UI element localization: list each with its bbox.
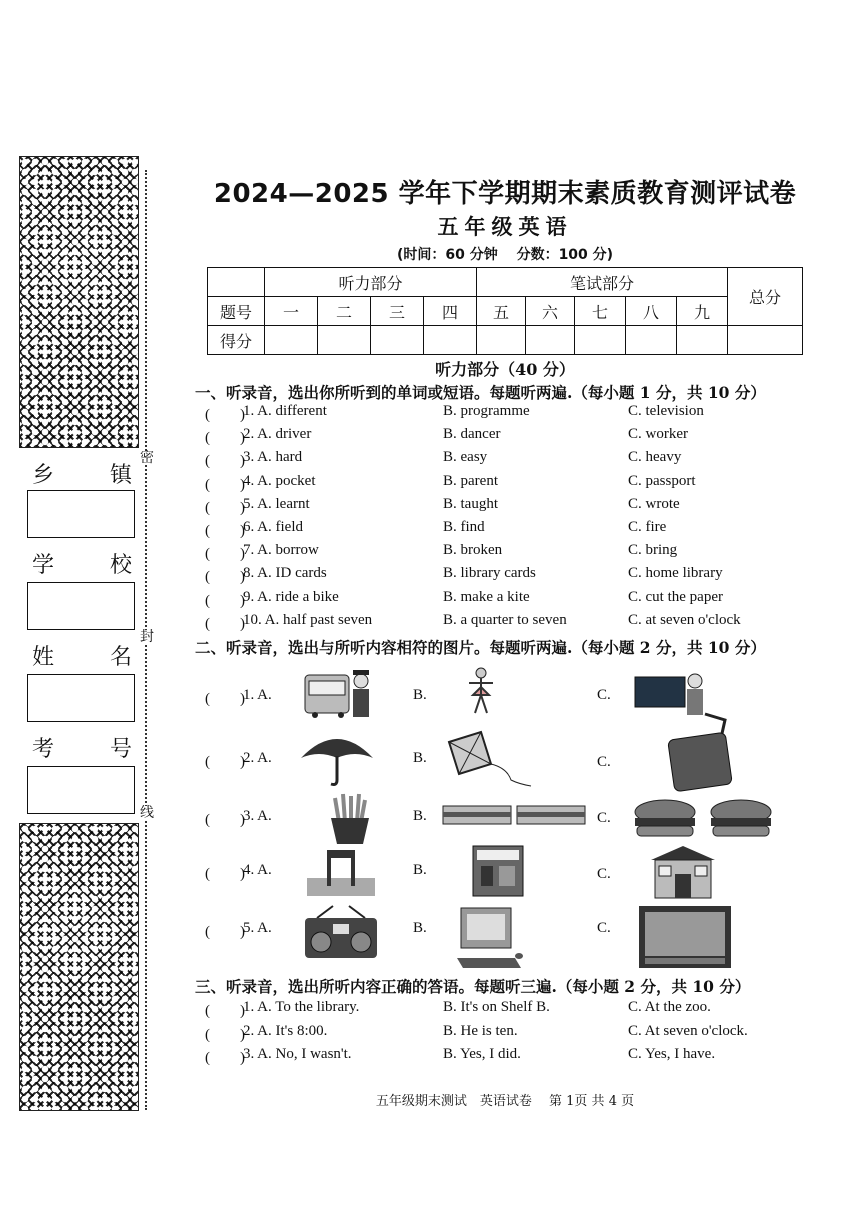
option-c: C. worker xyxy=(628,426,688,443)
answer-paren[interactable]: ( ) xyxy=(205,453,245,470)
decorative-pattern-top xyxy=(19,156,139,448)
row-label-number: 题号 xyxy=(208,297,265,326)
score-cell[interactable] xyxy=(424,326,477,355)
writing-header: 笔试部分 xyxy=(477,268,728,297)
answer-paren[interactable]: ( ) xyxy=(205,592,245,609)
option-b: B. a quarter to seven xyxy=(443,611,567,628)
option-b-label: B. xyxy=(413,920,427,936)
section-3-title: 三、听录音，选出所听内容正确的答语。每题听三遍.（每小题 2 分，共 10 分） xyxy=(195,977,751,996)
answer-paren[interactable]: ( ) xyxy=(205,691,245,707)
option-c-label: C. xyxy=(597,754,611,770)
option-b-label: B. xyxy=(413,808,427,824)
option-c-label: C. xyxy=(597,920,611,936)
option-b: B. dancer xyxy=(443,426,501,443)
zoo-gate-icon[interactable] xyxy=(305,848,377,898)
option-c-label: C. xyxy=(597,687,611,703)
option-c: C. wrote xyxy=(628,495,680,512)
option-a: 10. A. half past seven xyxy=(243,611,373,628)
school-field[interactable] xyxy=(27,582,135,630)
answer-paren[interactable]: ( ) xyxy=(205,1026,245,1043)
option-c-label: C. xyxy=(597,866,611,882)
name-field[interactable] xyxy=(27,674,135,722)
question-label: 2. A. xyxy=(243,750,272,766)
row-label-score: 得分 xyxy=(208,326,265,355)
option-a: 9. A. ride a bike xyxy=(243,588,339,605)
option-c: C. heavy xyxy=(628,449,682,466)
question-row xyxy=(205,449,805,471)
option-a: 7. A. borrow xyxy=(243,542,319,559)
page-footer: 五年级期末测试 英语试卷 第 1页 共 4 页 xyxy=(375,1094,635,1109)
question-row xyxy=(205,1046,805,1068)
decorative-pattern-bottom xyxy=(19,823,139,1111)
question-number: 一 xyxy=(265,297,318,326)
option-c: C. fire xyxy=(628,519,667,535)
township-field[interactable] xyxy=(27,490,135,538)
answer-paren[interactable]: ( ) xyxy=(205,546,245,563)
answer-paren[interactable]: ( ) xyxy=(205,430,245,447)
option-b: B. easy xyxy=(443,449,488,466)
question-label: 3. A. xyxy=(243,808,272,824)
question-number: 九 xyxy=(677,297,728,326)
side-label-school: 学 校 xyxy=(32,553,132,578)
option-b: B. programme xyxy=(443,403,530,419)
suitcase-icon[interactable] xyxy=(663,708,739,796)
kite-icon[interactable] xyxy=(441,728,533,788)
score-cell[interactable] xyxy=(371,326,424,355)
score-cell[interactable] xyxy=(526,326,575,355)
question-number: 六 xyxy=(526,297,575,326)
section-2-title: 二、听录音，选出与所听内容相符的图片。每题听两遍.（每小题 2 分，共 10 分） xyxy=(195,638,766,657)
question-number: 四 xyxy=(424,297,477,326)
option-c: C. bring xyxy=(628,542,678,559)
option-a: 8. A. ID cards xyxy=(243,565,327,582)
option-b: B. find xyxy=(443,519,485,535)
computer-icon[interactable] xyxy=(455,904,525,970)
option-b: B. He is ten. xyxy=(443,1022,518,1039)
seal-char-feng: 封 xyxy=(140,629,154,645)
option-a: 1. A. different xyxy=(243,403,327,419)
option-c: C. Yes, I have. xyxy=(628,1046,716,1062)
page-title: 2024—2025 学年下学期期末素质教育测评试卷 xyxy=(213,179,797,209)
question-row xyxy=(205,403,805,425)
hamburgers-icon[interactable] xyxy=(631,798,779,842)
score-cell[interactable] xyxy=(265,326,318,355)
exam-meta: (时间：60 分钟 分数：100 分) xyxy=(396,247,614,263)
option-b: B. parent xyxy=(443,472,498,489)
option-a: 2. A. It's 8:00. xyxy=(243,1022,328,1039)
option-c: C. passport xyxy=(628,472,696,489)
score-cell[interactable] xyxy=(318,326,371,355)
exam-number-field[interactable] xyxy=(27,766,135,814)
answer-paren[interactable]: ( ) xyxy=(205,569,245,586)
radio-icon[interactable] xyxy=(303,904,379,960)
question-number: 五 xyxy=(477,297,526,326)
option-b-label: B. xyxy=(413,862,427,878)
score-table xyxy=(207,267,803,355)
question-number: 八 xyxy=(626,297,677,326)
option-a: 2. A. driver xyxy=(243,426,312,443)
answer-paren[interactable]: ( ) xyxy=(205,615,245,632)
question-row xyxy=(205,565,805,587)
option-a: 1. A. To the library. xyxy=(243,999,360,1015)
option-b-label: B. xyxy=(413,687,427,703)
listening-section-title: 听力部分（40 分） xyxy=(435,360,575,379)
answer-paren[interactable]: ( ) xyxy=(205,866,245,882)
cinema-icon[interactable] xyxy=(467,842,527,902)
option-b-label: B. xyxy=(413,750,427,766)
bus-driver-icon[interactable] xyxy=(303,665,375,719)
option-a: 6. A. field xyxy=(243,519,303,535)
question-label: 5. A. xyxy=(243,920,272,936)
option-c-label: C. xyxy=(597,810,611,826)
question-label: 4. A. xyxy=(243,862,272,878)
option-b: B. It's on Shelf B. xyxy=(443,999,550,1015)
picture-question-3 xyxy=(205,792,825,848)
score-cell[interactable] xyxy=(575,326,626,355)
question-label: 1. A. xyxy=(243,687,272,703)
total-score-cell[interactable] xyxy=(728,326,803,355)
question-row xyxy=(205,999,805,1021)
seal-char-mi: 密 xyxy=(140,450,154,466)
question-number: 三 xyxy=(371,297,424,326)
question-row xyxy=(205,1023,805,1045)
option-a: 5. A. learnt xyxy=(243,495,310,512)
question-row xyxy=(205,612,805,634)
picture-question-2 xyxy=(205,728,825,784)
question-row xyxy=(205,519,805,541)
option-c: C. At seven o'clock. xyxy=(628,1022,748,1039)
answer-paren[interactable]: ( ) xyxy=(205,924,245,940)
score-cell[interactable] xyxy=(626,326,677,355)
answer-paren[interactable]: ( ) xyxy=(205,476,245,493)
umbrella-icon[interactable] xyxy=(297,728,377,788)
option-c: C. television xyxy=(628,403,704,419)
picture-question-5 xyxy=(205,904,825,960)
question-row xyxy=(205,426,805,448)
option-c: C. At the zoo. xyxy=(628,999,711,1015)
shop-icon[interactable] xyxy=(647,844,719,900)
sandwiches-icon[interactable] xyxy=(441,796,587,834)
score-cell[interactable] xyxy=(677,326,728,355)
listening-header: 听力部分 xyxy=(265,268,477,297)
option-b: B. make a kite xyxy=(443,588,530,605)
fries-icon[interactable] xyxy=(325,792,375,846)
answer-paren[interactable]: ( ) xyxy=(205,523,245,539)
total-header: 总分 xyxy=(728,268,803,326)
answer-paren[interactable]: ( ) xyxy=(205,499,245,516)
side-label-name: 姓 名 xyxy=(32,645,132,670)
option-b: B. broken xyxy=(443,542,503,559)
answer-paren[interactable]: ( ) xyxy=(205,812,245,828)
dancer-icon[interactable] xyxy=(461,665,501,721)
question-row xyxy=(205,496,805,518)
option-a: 3. A. No, I wasn't. xyxy=(243,1046,352,1062)
question-row xyxy=(205,542,805,564)
option-b: B. library cards xyxy=(443,565,536,582)
tv-icon[interactable] xyxy=(637,904,733,970)
side-label-exam-number: 考 号 xyxy=(32,737,132,762)
option-a: 4. A. pocket xyxy=(243,472,316,489)
section-1-title: 一、听录音，选出你所听到的单词或短语。每题听两遍.（每小题 1 分，共 10 分） xyxy=(195,383,766,402)
option-b: B. taught xyxy=(443,495,498,512)
answer-paren[interactable]: ( ) xyxy=(205,1003,245,1019)
question-row xyxy=(205,589,805,611)
question-number: 二 xyxy=(318,297,371,326)
question-number: 七 xyxy=(575,297,626,326)
answer-paren[interactable]: ( ) xyxy=(205,754,245,770)
seal-char-xian: 线 xyxy=(140,805,154,821)
option-c: C. home library xyxy=(628,565,723,582)
answer-paren[interactable]: ( ) xyxy=(205,1050,245,1066)
score-cell[interactable] xyxy=(477,326,526,355)
option-c: C. at seven o'clock xyxy=(628,611,741,628)
picture-question-4 xyxy=(205,848,825,904)
answer-paren[interactable]: ( ) xyxy=(205,407,245,423)
page-subtitle: 五年级英语 xyxy=(437,214,573,239)
option-b: B. Yes, I did. xyxy=(443,1046,521,1062)
option-a: 3. A. hard xyxy=(243,449,303,466)
option-c: C. cut the paper xyxy=(628,588,723,605)
question-row xyxy=(205,473,805,495)
side-label-township: 乡 镇 xyxy=(32,463,132,488)
